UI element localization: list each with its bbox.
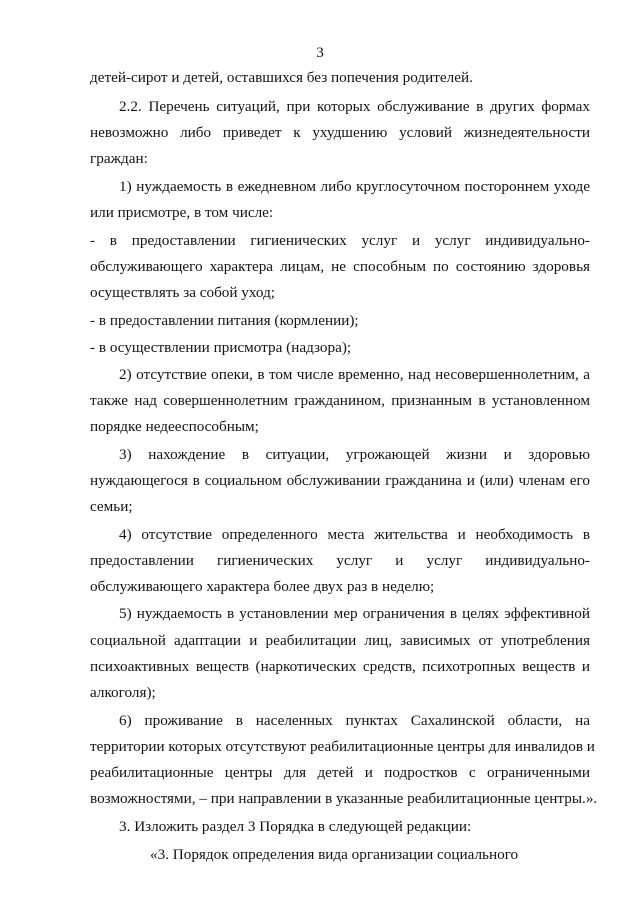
text-line: нуждающегося в социальном обслуживании гражданина и (или) членам его [90, 472, 590, 489]
text-line: психоактивных веществ (наркотических средств, психотропных веществ и [90, 658, 590, 675]
text-line: реабилитационные центры для детей и подростков с ограниченными [90, 764, 590, 781]
text-line: невозможно либо приведет к ухудшению условий жизнедеятельности [90, 124, 590, 141]
paragraph-first-line: 3. Изложить раздел 3 Порядка в следующей редакции: [119, 818, 472, 835]
text-line: осуществлять за собой уход; [90, 284, 276, 301]
paragraph-first-line: 6) проживание в населенных пунктах Сахалинской области, на [119, 712, 590, 729]
list-dash-line: - в осуществлении присмотра (надзора); [90, 339, 352, 356]
text-line: граждан: [90, 150, 148, 167]
text-line: или присмотре, в том числе: [90, 204, 274, 221]
text-line: предоставлении гигиенических услуг и услуг индивидуально- [90, 552, 590, 569]
text-line: также над совершеннолетним гражданином, признанным в установленном [90, 392, 590, 409]
paragraph-first-line: 4) отсутствие определенного места жительства и необходимость в [119, 526, 590, 543]
text-line: порядке недееспособным; [90, 418, 259, 435]
text-line: детей-сирот и детей, оставшихся без попечения родителей. [90, 69, 473, 86]
text-line: алкоголя); [90, 684, 156, 701]
paragraph-first-line: 2.2. Перечень ситуаций, при которых обслуживание в других формах [119, 98, 590, 115]
paragraph-first-line: 2) отсутствие опеки, в том числе временно, над несовершеннолетним, а [119, 366, 590, 383]
paragraph-first-line: 1) нуждаемость в ежедневном либо круглосуточном постороннем уходе [119, 178, 590, 195]
section-heading-line: «3. Порядок определения вида организации социального [150, 846, 519, 863]
text-line: обслуживающего характера лицам, не способным по состоянию здоровья [90, 258, 590, 275]
text-line: социальной адаптации и реабилитации лиц, зависимых от употребления [90, 632, 590, 649]
text-line: семьи; [90, 498, 133, 515]
text-line: территории которых отсутствуют реабилитационные центры для инвалидов и [90, 738, 595, 755]
text-line: обслуживающего характера более двух раз в неделю; [90, 578, 435, 595]
paragraph-first-line: 3) нахождение в ситуации, угрожающей жизни и здоровью [119, 446, 590, 463]
page-number: 3 [316, 44, 324, 61]
text-line: возможностями, – при направлении в указанные реабилитационные центры.». [90, 790, 598, 807]
list-dash-line: - в предоставлении гигиенических услуг и услуг индивидуально- [90, 232, 590, 249]
paragraph-first-line: 5) нуждаемость в установлении мер ограничения в целях эффективной [119, 605, 590, 622]
list-dash-line: - в предоставлении питания (кормлении); [90, 312, 359, 329]
